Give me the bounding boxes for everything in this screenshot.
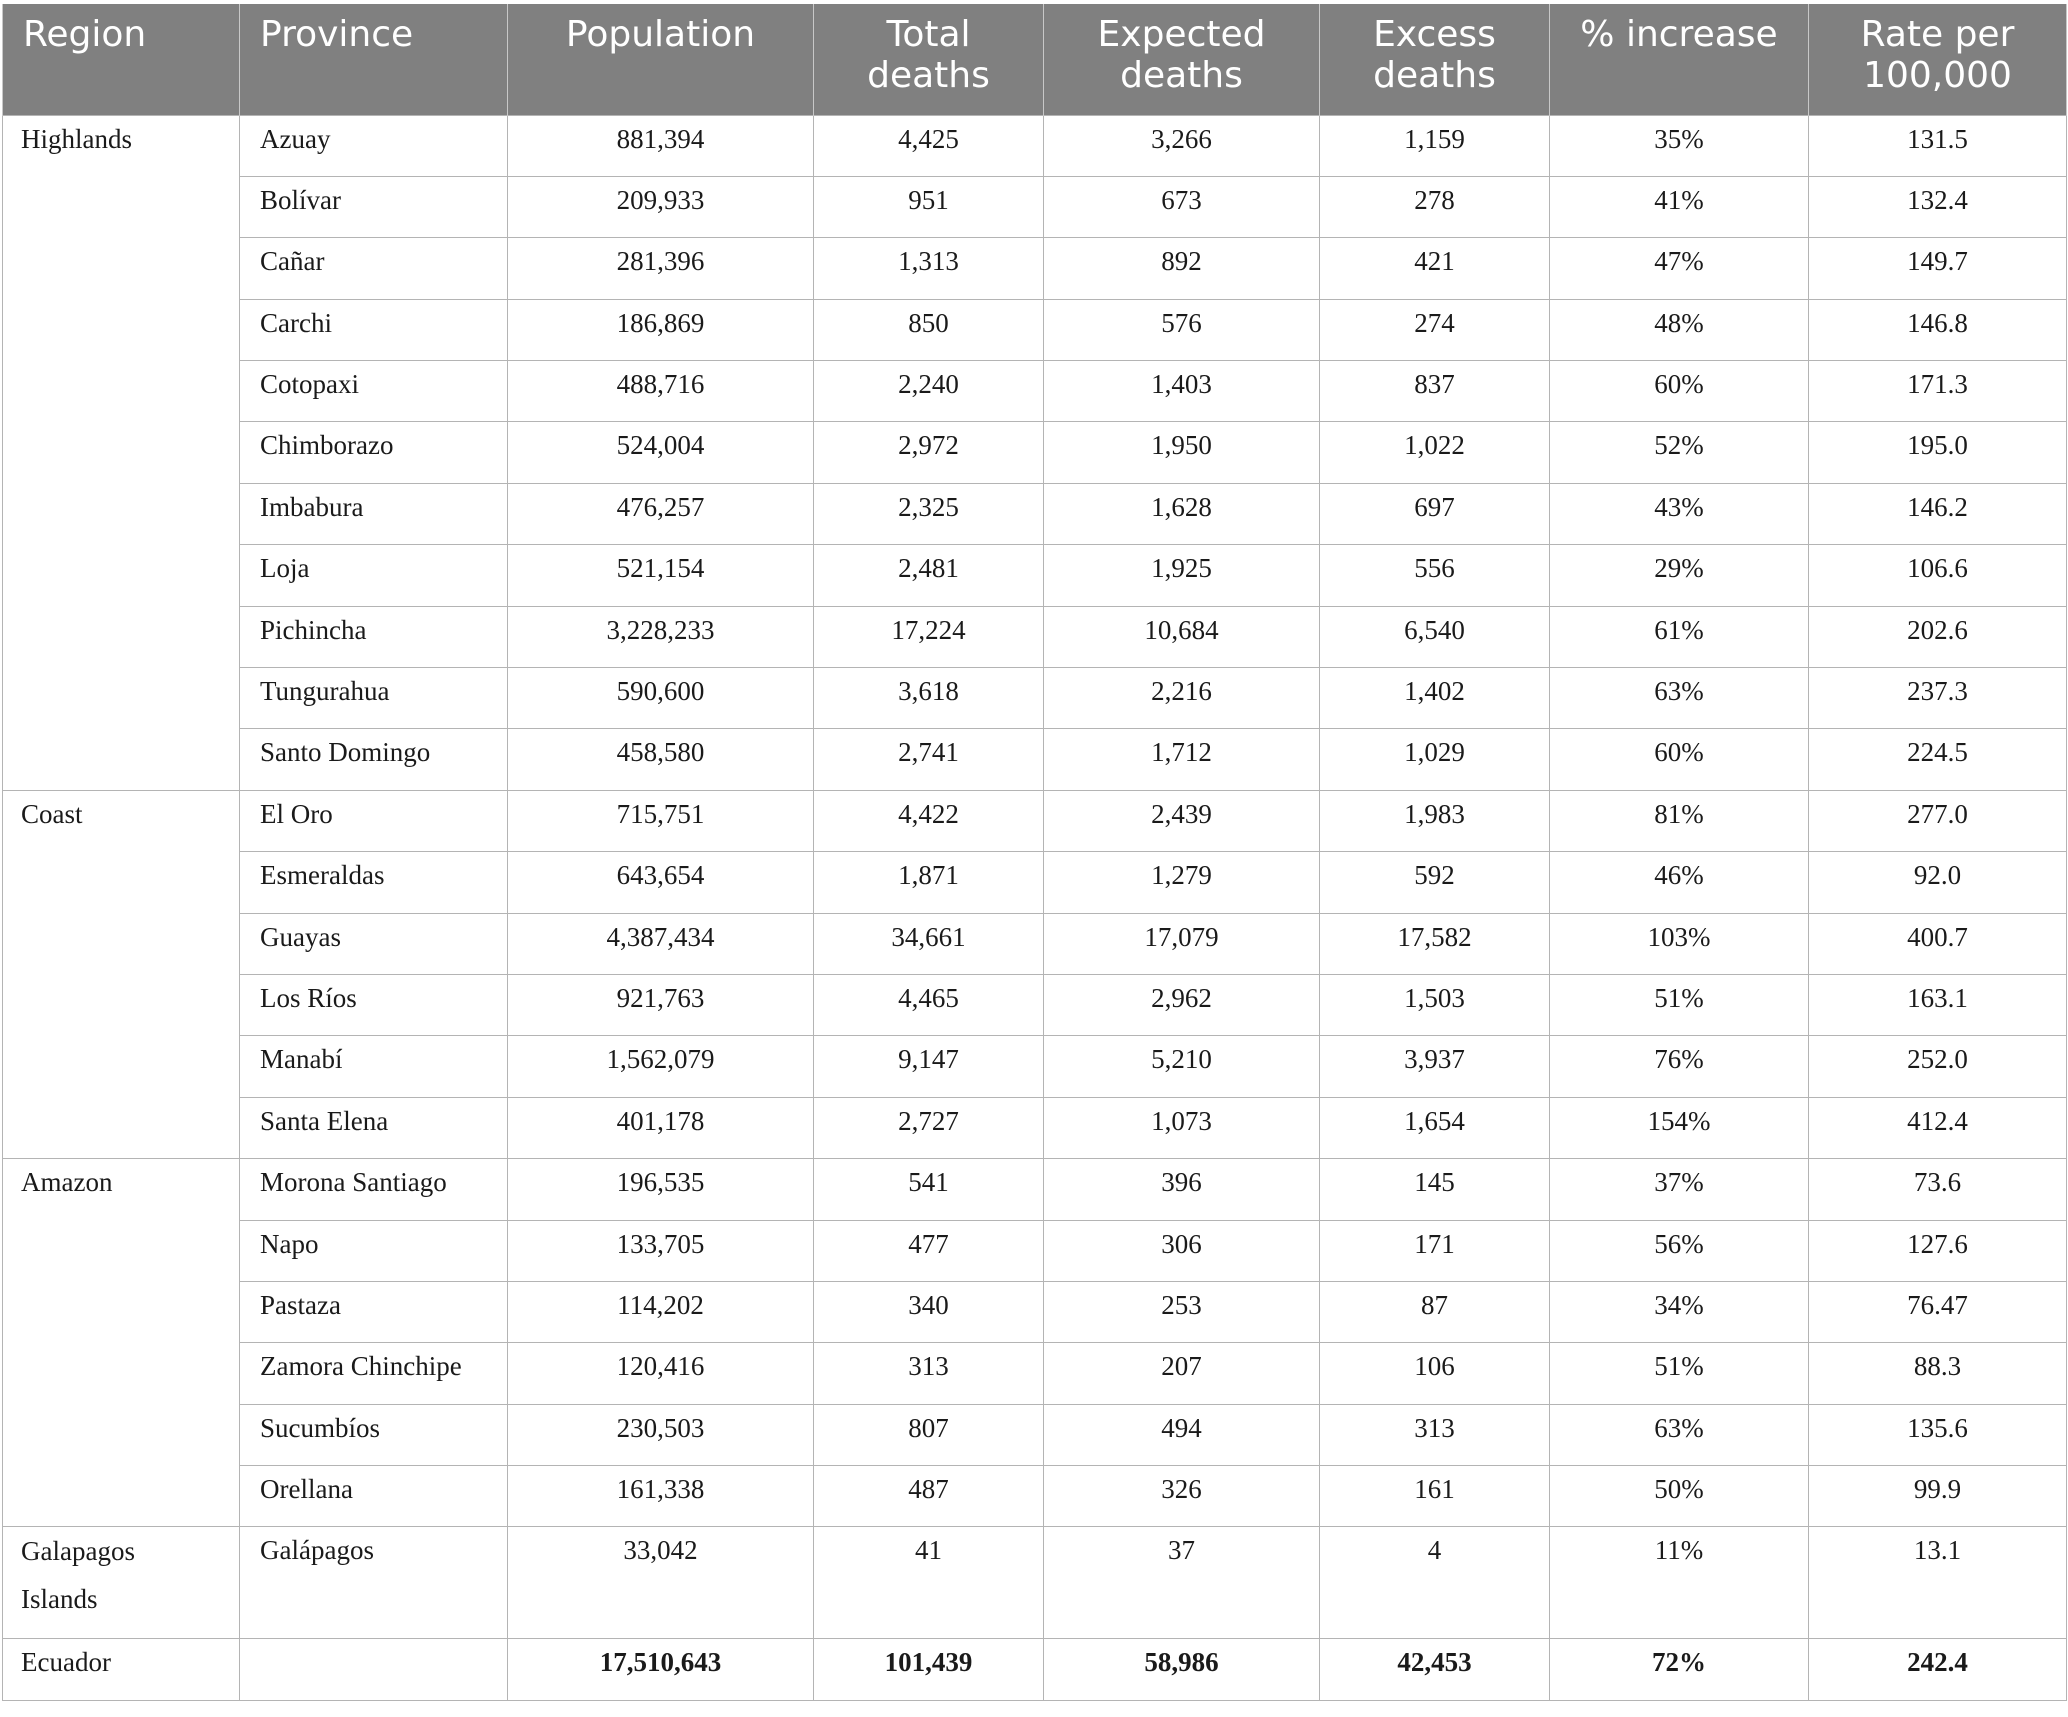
increase-cell: 61%	[1550, 606, 1809, 667]
increase-cell: 72%	[1550, 1639, 1809, 1701]
population-cell: 209,933	[508, 176, 814, 237]
province-cell: Galápagos	[240, 1527, 508, 1639]
province-cell: Loja	[240, 545, 508, 606]
table-row	[3, 115, 2067, 176]
table-header	[3, 4, 2067, 115]
total-deaths-cell: 1,313	[814, 238, 1044, 299]
rate-cell: 146.8	[1809, 299, 2067, 360]
table-row	[3, 852, 2067, 913]
increase-cell: 81%	[1550, 790, 1809, 851]
total-deaths-cell: 41	[814, 1527, 1044, 1639]
population-cell: 281,396	[508, 238, 814, 299]
table-row	[3, 1527, 2067, 1639]
expected-deaths-cell: 1,628	[1044, 483, 1320, 544]
province-cell: Cotopaxi	[240, 361, 508, 422]
province-cell: Imbabura	[240, 483, 508, 544]
rate-cell: 106.6	[1809, 545, 2067, 606]
total-deaths-cell: 2,481	[814, 545, 1044, 606]
population-cell: 161,338	[508, 1466, 814, 1527]
excess-deaths-cell: 4	[1320, 1527, 1550, 1639]
excess-deaths-cell: 274	[1320, 299, 1550, 360]
population-cell: 401,178	[508, 1097, 814, 1158]
total-deaths-cell: 340	[814, 1281, 1044, 1342]
table-body	[3, 115, 2067, 1701]
total-deaths-cell: 850	[814, 299, 1044, 360]
excess-deaths-cell: 313	[1320, 1404, 1550, 1465]
expected-deaths-cell: 1,950	[1044, 422, 1320, 483]
population-cell: 715,751	[508, 790, 814, 851]
expected-deaths-cell: 1,279	[1044, 852, 1320, 913]
province-cell: Napo	[240, 1220, 508, 1281]
expected-deaths-cell: 576	[1044, 299, 1320, 360]
increase-cell: 51%	[1550, 974, 1809, 1035]
population-cell: 196,535	[508, 1159, 814, 1220]
province-cell: Pichincha	[240, 606, 508, 667]
total-deaths-cell: 2,972	[814, 422, 1044, 483]
rate-cell: 195.0	[1809, 422, 2067, 483]
total-deaths-cell: 313	[814, 1343, 1044, 1404]
table-row	[3, 1036, 2067, 1097]
excess-deaths-cell: 1,654	[1320, 1097, 1550, 1158]
header-expected-deaths: Expected deaths	[1044, 4, 1320, 115]
excess-deaths-cell: 145	[1320, 1159, 1550, 1220]
increase-cell: 60%	[1550, 729, 1809, 790]
excess-deaths-cell: 592	[1320, 852, 1550, 913]
population-cell: 881,394	[508, 115, 814, 176]
expected-deaths-cell: 892	[1044, 238, 1320, 299]
header-rate: Rate per 100,000	[1809, 4, 2067, 115]
rate-cell: 76.47	[1809, 1281, 2067, 1342]
excess-deaths-cell: 161	[1320, 1466, 1550, 1527]
table-row	[3, 545, 2067, 606]
province-cell: Esmeraldas	[240, 852, 508, 913]
province-cell: Orellana	[240, 1466, 508, 1527]
header-population: Population	[508, 4, 814, 115]
province-cell	[240, 1639, 508, 1701]
rate-cell: 13.1	[1809, 1527, 2067, 1639]
population-cell: 133,705	[508, 1220, 814, 1281]
rate-cell: 99.9	[1809, 1466, 2067, 1527]
expected-deaths-cell: 673	[1044, 176, 1320, 237]
header-percent-increase: % increase	[1550, 4, 1809, 115]
increase-cell: 52%	[1550, 422, 1809, 483]
population-cell: 4,387,434	[508, 913, 814, 974]
expected-deaths-cell: 2,962	[1044, 974, 1320, 1035]
population-cell: 590,600	[508, 668, 814, 729]
rate-cell: 149.7	[1809, 238, 2067, 299]
excess-deaths-cell: 1,503	[1320, 974, 1550, 1035]
province-cell: El Oro	[240, 790, 508, 851]
table-row	[3, 1281, 2067, 1342]
increase-cell: 76%	[1550, 1036, 1809, 1097]
table-row	[3, 729, 2067, 790]
increase-cell: 51%	[1550, 1343, 1809, 1404]
province-cell: Morona Santiago	[240, 1159, 508, 1220]
increase-cell: 34%	[1550, 1281, 1809, 1342]
province-cell: Cañar	[240, 238, 508, 299]
increase-cell: 43%	[1550, 483, 1809, 544]
total-deaths-cell: 477	[814, 1220, 1044, 1281]
total-deaths-cell: 807	[814, 1404, 1044, 1465]
table-row	[3, 974, 2067, 1035]
excess-deaths-cell: 556	[1320, 545, 1550, 606]
rate-cell: 400.7	[1809, 913, 2067, 974]
region-cell: Highlands	[3, 115, 240, 790]
excess-deaths-cell: 1,029	[1320, 729, 1550, 790]
rate-cell: 252.0	[1809, 1036, 2067, 1097]
population-cell: 488,716	[508, 361, 814, 422]
expected-deaths-cell: 207	[1044, 1343, 1320, 1404]
expected-deaths-cell: 2,439	[1044, 790, 1320, 851]
increase-cell: 50%	[1550, 1466, 1809, 1527]
excess-deaths-cell: 837	[1320, 361, 1550, 422]
population-cell: 524,004	[508, 422, 814, 483]
rate-cell: 127.6	[1809, 1220, 2067, 1281]
province-cell: Los Ríos	[240, 974, 508, 1035]
rate-cell: 242.4	[1809, 1639, 2067, 1701]
table-row	[3, 238, 2067, 299]
total-deaths-cell: 487	[814, 1466, 1044, 1527]
province-cell: Santa Elena	[240, 1097, 508, 1158]
excess-deaths-cell: 1,402	[1320, 668, 1550, 729]
population-cell: 921,763	[508, 974, 814, 1035]
expected-deaths-cell: 494	[1044, 1404, 1320, 1465]
rate-cell: 88.3	[1809, 1343, 2067, 1404]
rate-cell: 131.5	[1809, 115, 2067, 176]
increase-cell: 41%	[1550, 176, 1809, 237]
population-cell: 643,654	[508, 852, 814, 913]
total-deaths-cell: 2,727	[814, 1097, 1044, 1158]
total-deaths-cell: 2,240	[814, 361, 1044, 422]
total-deaths-cell: 9,147	[814, 1036, 1044, 1097]
population-cell: 230,503	[508, 1404, 814, 1465]
population-cell: 186,869	[508, 299, 814, 360]
expected-deaths-cell: 253	[1044, 1281, 1320, 1342]
total-deaths-cell: 951	[814, 176, 1044, 237]
excess-deaths-cell: 278	[1320, 176, 1550, 237]
increase-cell: 103%	[1550, 913, 1809, 974]
rate-cell: 146.2	[1809, 483, 2067, 544]
expected-deaths-cell: 3,266	[1044, 115, 1320, 176]
population-cell: 521,154	[508, 545, 814, 606]
excess-deaths-cell: 171	[1320, 1220, 1550, 1281]
population-cell: 17,510,643	[508, 1639, 814, 1701]
increase-cell: 47%	[1550, 238, 1809, 299]
province-cell: Carchi	[240, 299, 508, 360]
rate-cell: 135.6	[1809, 1404, 2067, 1465]
total-deaths-cell: 4,425	[814, 115, 1044, 176]
increase-cell: 60%	[1550, 361, 1809, 422]
population-cell: 120,416	[508, 1343, 814, 1404]
region-cell: Coast	[3, 790, 240, 1158]
province-cell: Santo Domingo	[240, 729, 508, 790]
province-cell: Zamora Chinchipe	[240, 1343, 508, 1404]
province-cell: Bolívar	[240, 176, 508, 237]
population-cell: 114,202	[508, 1281, 814, 1342]
expected-deaths-cell: 396	[1044, 1159, 1320, 1220]
excess-deaths-cell: 6,540	[1320, 606, 1550, 667]
increase-cell: 63%	[1550, 668, 1809, 729]
table-row	[3, 606, 2067, 667]
excess-deaths-cell: 421	[1320, 238, 1550, 299]
excess-deaths-cell: 697	[1320, 483, 1550, 544]
rate-cell: 132.4	[1809, 176, 2067, 237]
table-row	[3, 422, 2067, 483]
increase-cell: 35%	[1550, 115, 1809, 176]
rate-cell: 92.0	[1809, 852, 2067, 913]
increase-cell: 37%	[1550, 1159, 1809, 1220]
total-deaths-cell: 2,325	[814, 483, 1044, 544]
increase-cell: 46%	[1550, 852, 1809, 913]
total-deaths-cell: 101,439	[814, 1639, 1044, 1701]
excess-deaths-cell: 3,937	[1320, 1036, 1550, 1097]
province-cell: Tungurahua	[240, 668, 508, 729]
expected-deaths-cell: 1,403	[1044, 361, 1320, 422]
expected-deaths-cell: 10,684	[1044, 606, 1320, 667]
increase-cell: 29%	[1550, 545, 1809, 606]
expected-deaths-cell: 58,986	[1044, 1639, 1320, 1701]
increase-cell: 63%	[1550, 1404, 1809, 1465]
table-row	[3, 913, 2067, 974]
excess-deaths-table	[2, 4, 2067, 1701]
table-row	[3, 1159, 2067, 1220]
region-cell: Amazon	[3, 1159, 240, 1527]
rate-cell: 224.5	[1809, 729, 2067, 790]
increase-cell: 56%	[1550, 1220, 1809, 1281]
table-row	[3, 668, 2067, 729]
expected-deaths-cell: 1,712	[1044, 729, 1320, 790]
total-deaths-cell: 34,661	[814, 913, 1044, 974]
province-cell: Pastaza	[240, 1281, 508, 1342]
table-row	[3, 176, 2067, 237]
expected-deaths-cell: 326	[1044, 1466, 1320, 1527]
population-cell: 458,580	[508, 729, 814, 790]
rate-cell: 412.4	[1809, 1097, 2067, 1158]
rate-cell: 237.3	[1809, 668, 2067, 729]
excess-deaths-cell: 42,453	[1320, 1639, 1550, 1701]
header-total-deaths: Total deaths	[814, 4, 1044, 115]
table-row	[3, 1343, 2067, 1404]
expected-deaths-cell: 5,210	[1044, 1036, 1320, 1097]
province-cell: Manabí	[240, 1036, 508, 1097]
table-row	[3, 299, 2067, 360]
excess-deaths-cell: 1,159	[1320, 115, 1550, 176]
table-row	[3, 361, 2067, 422]
rate-cell: 73.6	[1809, 1159, 2067, 1220]
population-cell: 1,562,079	[508, 1036, 814, 1097]
expected-deaths-cell: 37	[1044, 1527, 1320, 1639]
total-deaths-cell: 4,422	[814, 790, 1044, 851]
population-cell: 33,042	[508, 1527, 814, 1639]
excess-deaths-cell: 1,022	[1320, 422, 1550, 483]
expected-deaths-cell: 306	[1044, 1220, 1320, 1281]
header-region: Region	[3, 4, 240, 115]
expected-deaths-cell: 1,073	[1044, 1097, 1320, 1158]
population-cell: 3,228,233	[508, 606, 814, 667]
province-cell: Sucumbíos	[240, 1404, 508, 1465]
total-deaths-cell: 17,224	[814, 606, 1044, 667]
rate-cell: 277.0	[1809, 790, 2067, 851]
total-label-cell: Ecuador	[3, 1639, 240, 1701]
excess-deaths-cell: 106	[1320, 1343, 1550, 1404]
rate-cell: 202.6	[1809, 606, 2067, 667]
rate-cell: 163.1	[1809, 974, 2067, 1035]
expected-deaths-cell: 1,925	[1044, 545, 1320, 606]
table-row	[3, 1097, 2067, 1158]
population-cell: 476,257	[508, 483, 814, 544]
header-province: Province	[240, 4, 508, 115]
total-deaths-cell: 4,465	[814, 974, 1044, 1035]
total-deaths-cell: 2,741	[814, 729, 1044, 790]
province-cell: Chimborazo	[240, 422, 508, 483]
increase-cell: 11%	[1550, 1527, 1809, 1639]
province-cell: Guayas	[240, 913, 508, 974]
table-row	[3, 1220, 2067, 1281]
increase-cell: 48%	[1550, 299, 1809, 360]
table-row	[3, 790, 2067, 851]
region-cell: Galapagos Islands	[3, 1527, 240, 1639]
rate-cell: 171.3	[1809, 361, 2067, 422]
total-deaths-cell: 1,871	[814, 852, 1044, 913]
excess-deaths-cell: 17,582	[1320, 913, 1550, 974]
excess-deaths-cell: 87	[1320, 1281, 1550, 1342]
total-deaths-cell: 541	[814, 1159, 1044, 1220]
total-row	[3, 1639, 2067, 1701]
expected-deaths-cell: 17,079	[1044, 913, 1320, 974]
header-excess-deaths: Excess deaths	[1320, 4, 1550, 115]
excess-deaths-cell: 1,983	[1320, 790, 1550, 851]
increase-cell: 154%	[1550, 1097, 1809, 1158]
expected-deaths-cell: 2,216	[1044, 668, 1320, 729]
table-row	[3, 1404, 2067, 1465]
table-row	[3, 1466, 2067, 1527]
table-row	[3, 483, 2067, 544]
total-deaths-cell: 3,618	[814, 668, 1044, 729]
province-cell: Azuay	[240, 115, 508, 176]
